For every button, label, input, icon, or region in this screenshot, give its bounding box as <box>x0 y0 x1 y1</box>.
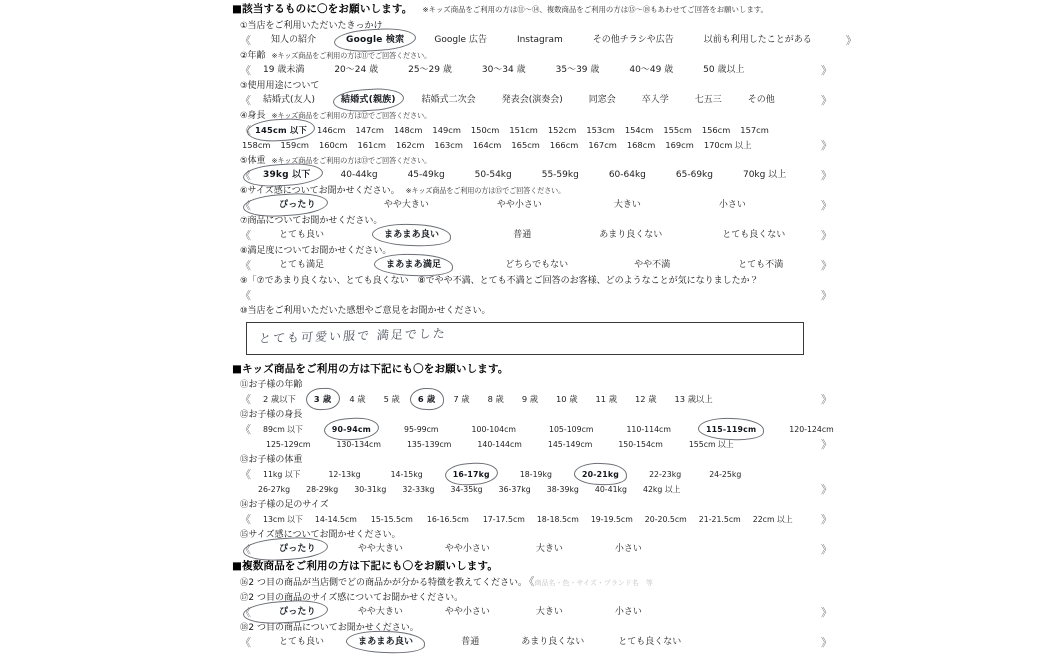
option-q3-1[interactable]: 結婚式(親族) <box>339 93 398 108</box>
option-q4-17[interactable]: 162cm <box>395 140 425 150</box>
option-q13-4[interactable]: 18-19kg <box>519 470 552 479</box>
option-q6-3[interactable]: 大きい <box>613 200 641 210</box>
option-q4-11[interactable]: 156cm <box>701 125 731 135</box>
option-q4-6[interactable]: 151cm <box>509 125 538 135</box>
option-q12-11[interactable]: 140-144cm <box>477 440 522 449</box>
option-q14-8[interactable]: 21-21.5cm <box>698 515 741 524</box>
option-q13-14[interactable]: 38-39kg <box>546 485 579 494</box>
option-q17-3[interactable]: 大きい <box>535 607 563 617</box>
question-18-options <box>240 635 832 650</box>
bracket-right: 》 <box>821 289 832 302</box>
option-q4-2[interactable]: 147cm <box>355 125 384 135</box>
option-q13-8[interactable]: 26-27kg <box>258 485 291 494</box>
question-7-label: ⑦商品についてお聞かせください。 <box>240 215 383 226</box>
option-q5-0[interactable]: 39kg 以下 <box>253 168 313 183</box>
question-9-answer-row <box>240 288 832 303</box>
question-18-label: ⑱2 つ目の商品についてお聞かせください。 <box>240 622 419 633</box>
option-q4-12[interactable]: 157cm <box>740 125 769 135</box>
bracket-right: 》 <box>845 34 857 47</box>
bracket-right: 》 <box>821 636 832 649</box>
question-4-options-row-2 <box>240 138 832 153</box>
option-q13-16[interactable]: 42kg 以上 <box>643 485 681 494</box>
option-q17-0[interactable]: ぴったり <box>253 605 318 620</box>
option-q11-5[interactable]: 7 歳 <box>453 394 470 404</box>
option-q5-7[interactable]: 70kg 以上 <box>742 170 787 180</box>
bracket-right: 》 <box>821 64 832 77</box>
question-17-options <box>240 605 832 620</box>
option-q12-5[interactable]: 110-114cm <box>626 425 671 434</box>
option-q11-1[interactable]: 3 歳 <box>312 392 334 407</box>
option-q5-5[interactable]: 60-64kg <box>608 170 646 180</box>
option-q6-2[interactable]: やや小さい <box>496 200 542 210</box>
question-15-label: ⑮サイズ感についてお聞かせください。 <box>240 529 401 540</box>
option-q13-11[interactable]: 32-33kg <box>402 485 435 494</box>
option-q14-7[interactable]: 20-20.5cm <box>644 515 687 524</box>
option-q11-0[interactable]: 2 歳以下 <box>263 394 296 404</box>
option-q15-1[interactable]: やや大きい <box>357 544 403 554</box>
option-q11-6[interactable]: 8 歳 <box>487 394 504 404</box>
option-q6-0[interactable]: ぴったり <box>253 198 318 213</box>
option-q18-3[interactable]: あまり良くない <box>521 637 585 647</box>
option-q14-3[interactable]: 16-16.5cm <box>426 515 469 524</box>
option-q4-7[interactable]: 152cm <box>547 125 577 135</box>
option-q4-14[interactable]: 159cm <box>280 140 309 150</box>
option-q2-3[interactable]: 30～34 歳 <box>481 65 526 75</box>
question-16-label: ⑯2 つ目の商品が当店側でどの商品かが分かる特徴を教えてください。 《商品名・色・サイズ・ブランド名 等 <box>240 575 653 588</box>
bracket-left: 《 <box>240 229 251 242</box>
option-q4-25[interactable]: 170cm 以上 <box>703 140 752 150</box>
bracket-right: 》 <box>821 513 832 526</box>
question-13-options-row-2 <box>240 482 832 497</box>
option-q17-1[interactable]: やや大きい <box>357 607 403 617</box>
question-3-options <box>240 93 832 108</box>
option-q8-3[interactable]: やや不満 <box>634 260 671 270</box>
option-q17-4[interactable]: 小さい <box>614 607 642 617</box>
bracket-left: 《 <box>240 199 251 212</box>
option-q18-4[interactable]: とても良くない <box>618 637 682 647</box>
question-6-label: ⑥サイズ感についてお聞かせください。 ※キッズ商品をご利用の方は⑮でご回答ください。 <box>240 185 566 196</box>
option-q11-2[interactable]: 4 歳 <box>349 394 366 404</box>
bracket-left: 《 <box>240 606 251 619</box>
option-q14-4[interactable]: 17-17.5cm <box>482 515 525 524</box>
bracket-right: 》 <box>821 199 832 212</box>
option-q13-10[interactable]: 30-31kg <box>354 485 387 494</box>
option-q4-15[interactable]: 160cm <box>318 140 348 150</box>
section-1-heading <box>232 2 832 17</box>
question-9-label: ⑨「⑦であまり良くない、とても良くない ⑧でやや不満、とても不満とご回答のお客様、どのようなことが気になりましたか？ <box>240 275 759 286</box>
bracket-left: 《 <box>240 513 251 526</box>
question-4-label: ④身長 ※キッズ商品をご利用の方は⑫でご回答ください。 <box>240 110 431 121</box>
option-q4-5[interactable]: 150cm <box>470 125 500 135</box>
bracket-left: 《 <box>240 543 251 556</box>
option-q2-6[interactable]: 50 歳以上 <box>703 65 745 75</box>
option-q4-3[interactable]: 148cm <box>393 125 423 135</box>
option-q2-4[interactable]: 35～39 歳 <box>555 65 600 75</box>
option-q2-5[interactable]: 40～49 歳 <box>629 65 674 75</box>
bracket-left: 《 <box>240 64 251 77</box>
question-5-options <box>240 168 832 183</box>
option-q11-7[interactable]: 9 歳 <box>521 394 539 404</box>
question-5-label: ⑤体重 ※キッズ商品をご利用の方は⑬でご回答ください。 <box>240 155 431 166</box>
question-12-label: ⑫お子様の身長 <box>240 409 303 420</box>
question-2-options <box>240 63 832 78</box>
option-q11-3[interactable]: 5 歳 <box>383 394 400 404</box>
bracket-left: 《 <box>240 34 251 47</box>
option-q12-7[interactable]: 120-124cm <box>789 425 834 434</box>
option-q13-3[interactable]: 16-17kg <box>451 467 492 482</box>
option-q4-22[interactable]: 167cm <box>588 140 617 150</box>
bracket-right: 》 <box>821 543 832 556</box>
option-q14-2[interactable]: 15-15.5cm <box>370 515 413 524</box>
option-q3-3[interactable]: 発表会(演奏会) <box>501 95 563 105</box>
option-q14-0[interactable]: 13cm 以下 <box>263 515 303 524</box>
option-q4-20[interactable]: 165cm <box>511 140 540 150</box>
option-q5-4[interactable]: 55-59kg <box>541 170 579 180</box>
option-q13-7[interactable]: 24-25kg <box>709 470 742 479</box>
option-q4-18[interactable]: 163cm <box>434 140 463 150</box>
option-q8-0[interactable]: とても満足 <box>279 260 325 270</box>
option-q4-4[interactable]: 149cm <box>432 125 461 135</box>
question-10-comment-box[interactable] <box>246 322 804 355</box>
option-q12-4[interactable]: 105-109cm <box>549 425 594 434</box>
question-1-options <box>240 33 857 48</box>
bracket-left: 《 <box>240 169 251 182</box>
option-q4-9[interactable]: 154cm <box>624 125 654 135</box>
option-q12-14[interactable]: 155cm 以上 <box>688 440 734 449</box>
option-q3-7[interactable]: その他 <box>747 95 775 105</box>
question-12-options-row-1 <box>240 422 832 437</box>
question-4-options-row-1 <box>240 123 832 138</box>
bracket-right: 》 <box>821 606 832 619</box>
option-q4-0[interactable]: 145cm 以下 <box>253 123 309 138</box>
option-q12-6[interactable]: 115-119cm <box>704 422 758 437</box>
question-13-options-row-1 <box>240 467 832 482</box>
option-q4-21[interactable]: 166cm <box>549 140 579 150</box>
option-q11-4[interactable]: 6 歳 <box>416 392 438 407</box>
option-q12-10[interactable]: 135-139cm <box>406 440 452 449</box>
option-q7-3[interactable]: あまり良くない <box>599 230 663 240</box>
option-q11-9[interactable]: 11 歳 <box>595 394 618 404</box>
question-2-label: ②年齢 ※キッズ商品をご利用の方は⑪でご回答ください。 <box>240 50 431 61</box>
option-q13-5[interactable]: 20-21kg <box>580 467 621 482</box>
question-12-options-row-2 <box>240 437 832 452</box>
section-1-note: ※キッズ商品をご利用の方は⑪～⑭、複数商品をご利用の方は⑮～⑱もあわせてご回答をお願いします。 <box>422 5 768 14</box>
option-q18-1[interactable]: まあまあ良い <box>356 635 415 650</box>
question-17-label: ⑰2 つ目の商品のサイズ感についてお聞かせください。 <box>240 592 464 603</box>
option-q14-1[interactable]: 14-14.5cm <box>314 515 357 524</box>
question-14-options <box>240 512 832 527</box>
option-q3-4[interactable]: 同窓会 <box>588 95 616 105</box>
section-1-heading-text: ■該当するものに〇をお願いします。 <box>232 3 413 15</box>
option-q5-2[interactable]: 45-49kg <box>407 170 445 180</box>
question-3-label: ③使用用途について <box>240 80 320 91</box>
bracket-right: 》 <box>821 393 832 406</box>
form-column <box>232 2 857 650</box>
question-8-label: ⑧満足度についてお聞かせください。 <box>240 245 392 256</box>
option-q1-1[interactable]: Google 検索 <box>344 33 406 48</box>
question-13-label: ⑬お子様の体重 <box>240 454 303 465</box>
option-q3-6[interactable]: 七五三 <box>694 95 722 105</box>
option-q1-0[interactable]: 知人の紹介 <box>271 35 317 45</box>
bracket-right: 》 <box>821 139 832 152</box>
question-14-label: ⑭お子様の足のサイズ <box>240 499 329 510</box>
option-q2-2[interactable]: 25～29 歳 <box>408 65 452 75</box>
bracket-left: 《 <box>240 393 251 406</box>
option-q5-3[interactable]: 50-54kg <box>474 170 512 180</box>
option-q1-4[interactable]: その他チラシや広告 <box>592 35 674 45</box>
option-q11-8[interactable]: 10 歳 <box>556 394 578 404</box>
option-q15-2[interactable]: やや小さい <box>444 544 490 554</box>
option-q13-13[interactable]: 36-37kg <box>498 485 531 494</box>
option-q8-1[interactable]: まあまあ満足 <box>384 258 443 273</box>
option-q4-10[interactable]: 155cm <box>663 125 692 135</box>
option-q8-2[interactable]: どちらでもない <box>505 260 569 270</box>
bracket-right: 》 <box>821 94 832 107</box>
option-q13-15[interactable]: 40-41kg <box>594 485 627 494</box>
option-q15-3[interactable]: 大きい <box>535 544 563 554</box>
option-q18-0[interactable]: とても良い <box>279 637 325 647</box>
bracket-right: 》 <box>821 229 832 242</box>
option-q4-8[interactable]: 153cm <box>586 125 615 135</box>
option-q13-12[interactable]: 34-35kg <box>450 485 483 494</box>
option-q4-23[interactable]: 168cm <box>626 140 656 150</box>
option-q12-2[interactable]: 95-99cm <box>403 425 439 434</box>
option-q3-2[interactable]: 結婚式二次会 <box>421 95 476 105</box>
option-q12-1[interactable]: 90-94cm <box>330 422 373 437</box>
option-q7-1[interactable]: まあまあ良い <box>382 228 441 243</box>
option-q13-1[interactable]: 12-13kg <box>328 470 361 479</box>
option-q4-16[interactable]: 161cm <box>357 140 386 150</box>
option-q5-1[interactable]: 40-44kg <box>340 170 378 180</box>
question-11-options <box>240 392 832 407</box>
option-q5-6[interactable]: 65-69kg <box>675 170 713 180</box>
option-q3-0[interactable]: 結婚式(友人) <box>263 95 316 105</box>
bracket-right: 》 <box>821 483 832 496</box>
option-q6-4[interactable]: 小さい <box>718 200 746 210</box>
bracket-right: 》 <box>821 169 832 182</box>
option-q12-8[interactable]: 125-129cm <box>266 440 311 449</box>
section-2-heading-text: ■キッズ商品をご利用の方は下記にも〇をお願いします。 <box>232 363 509 375</box>
option-q4-13[interactable]: 158cm <box>242 140 271 150</box>
question-1-label: ①当店をご利用いただいたきっかけ <box>240 20 383 31</box>
option-q11-11[interactable]: 13 歳以上 <box>674 394 713 404</box>
option-q4-1[interactable]: 146cm <box>316 125 346 135</box>
option-q15-0[interactable]: ぴったり <box>253 542 318 557</box>
question-16-faint-hint: 商品名・色・サイズ・ブランド名 等 <box>534 579 653 587</box>
question-10-handwritten-answer: とても可愛い服で 満足でした <box>258 326 448 346</box>
option-q12-3[interactable]: 100-104cm <box>471 425 516 434</box>
option-q14-6[interactable]: 19-19.5cm <box>590 515 633 524</box>
option-q13-6[interactable]: 22-23kg <box>649 470 682 479</box>
option-q18-2[interactable]: 普通 <box>461 637 480 647</box>
option-q7-4[interactable]: とても良くない <box>722 230 786 240</box>
option-q7-2[interactable]: 普通 <box>513 230 532 240</box>
bracket-right: 》 <box>821 438 832 451</box>
section-2-heading <box>232 362 832 376</box>
option-q13-9[interactable]: 28-29kg <box>306 485 339 494</box>
option-q4-19[interactable]: 164cm <box>472 140 502 150</box>
option-q13-2[interactable]: 14-15kg <box>390 470 423 479</box>
section-3-heading-text: ■複数商品をご利用の方は下記にも〇をお願いします。 <box>232 560 499 572</box>
option-q3-5[interactable]: 卒入学 <box>641 95 669 105</box>
bracket-left: 《 <box>240 423 251 436</box>
option-q8-4[interactable]: とても不満 <box>738 260 784 270</box>
option-q11-10[interactable]: 12 歳 <box>635 394 657 404</box>
option-q14-9[interactable]: 22cm 以上 <box>752 515 793 524</box>
bracket-right: 》 <box>821 259 832 272</box>
option-q12-13[interactable]: 150-154cm <box>618 440 663 449</box>
bracket-left: 《 <box>240 468 251 481</box>
option-q6-1[interactable]: やや大きい <box>383 200 429 210</box>
bracket-left: 《 <box>240 289 251 302</box>
question-8-options <box>240 258 832 273</box>
option-q12-9[interactable]: 130-134cm <box>336 440 381 449</box>
option-q1-2[interactable]: Google 広告 <box>434 35 487 45</box>
option-q4-24[interactable]: 169cm <box>665 140 694 150</box>
option-q2-0[interactable]: 19 歳未満 <box>263 65 305 75</box>
option-q7-0[interactable]: とても良い <box>279 230 325 240</box>
option-q2-1[interactable]: 20～24 歳 <box>334 65 379 75</box>
question-15-options <box>240 542 832 557</box>
option-q15-4[interactable]: 小さい <box>614 544 642 554</box>
question-11-label: ⑪お子様の年齢 <box>240 379 303 390</box>
option-q17-2[interactable]: やや小さい <box>444 607 490 617</box>
option-q12-0[interactable]: 89cm 以下 <box>263 425 303 434</box>
option-q14-5[interactable]: 18-18.5cm <box>536 515 579 524</box>
section-3-heading <box>232 559 832 573</box>
option-q1-5[interactable]: 以前も利用したことがある <box>703 35 812 45</box>
bracket-left: 《 <box>240 124 251 137</box>
bracket-left: 《 <box>240 636 251 649</box>
question-10-label: ⑩当店をご利用いただいた感想やご意見をお聞かせください。 <box>240 305 491 316</box>
option-q12-12[interactable]: 145-149cm <box>547 440 593 449</box>
bracket-left: 《 <box>240 259 251 272</box>
question-7-options <box>240 228 832 243</box>
option-q13-0[interactable]: 11kg 以下 <box>263 470 301 479</box>
option-q1-3[interactable]: Instagram <box>516 35 563 45</box>
question-6-options <box>240 198 832 213</box>
bracket-left: 《 <box>240 94 251 107</box>
